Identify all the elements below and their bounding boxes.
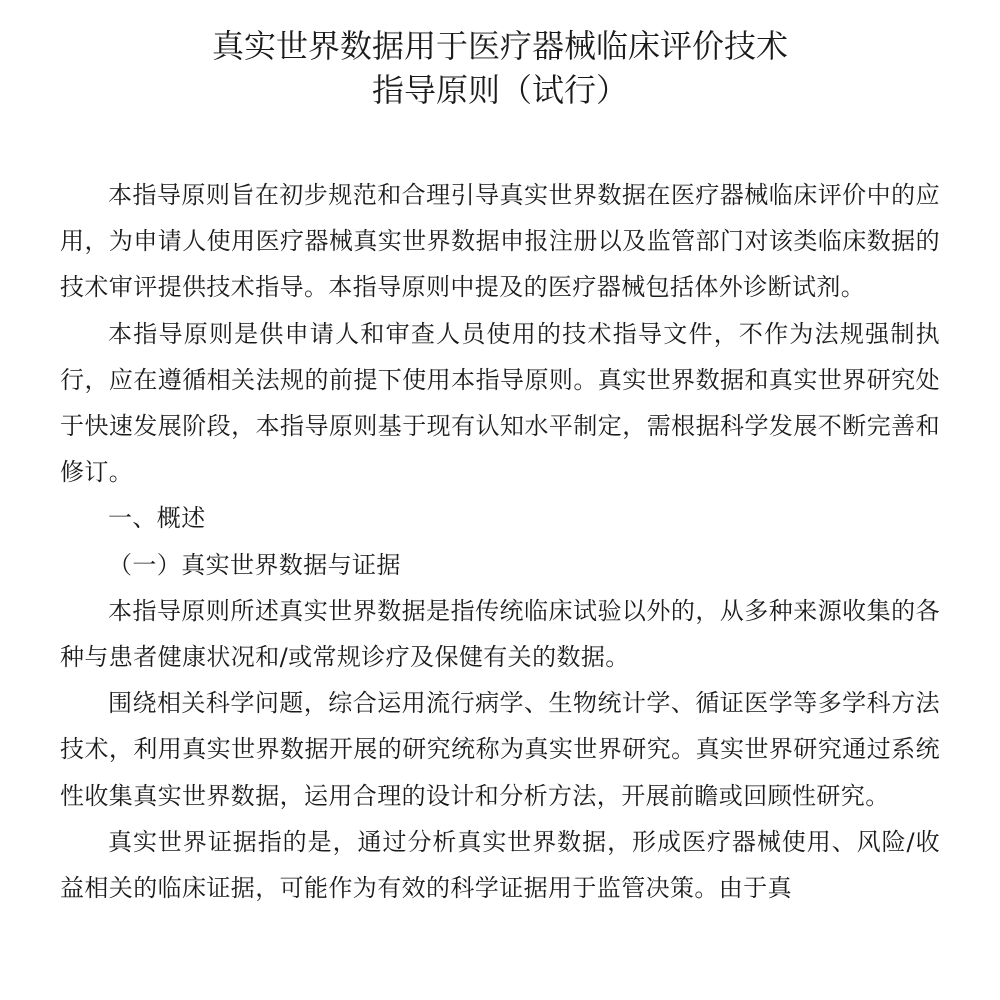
paragraph-rwd-definition: 本指导原则所述真实世界数据是指传统临床试验以外的，从多种来源收集的各种与患者健康状况和/或常规诊疗及保健有关的数据。 [60,596,940,672]
subsection-heading-rwd: （一）真实世界数据与证据 [108,550,401,579]
paragraph-purpose: 本指导原则旨在初步规范和合理引导真实世界数据在医疗器械临床评价中的应用，为申请人使用医疗器械真实世界数据申报注册以及监管部门对该类临床数据的技术审评提供技术指导。本指导原则中提及的医疗器械包括体外诊断试剂。 [60,181,940,302]
document-body [60,172,940,911]
title-line-1: 真实世界数据用于医疗器械临床评价技术 [211,27,788,65]
document-title [0,24,1000,112]
paragraph-rws-definition: 围绕相关科学问题，综合运用流行病学、生物统计学、循证医学等多学科方法技术，利用真实世界数据开展的研究统称为真实世界研究。真实世界研究通过系统性收集真实世界数据，运用合理的设计和分析方法，开展前瞻或回顾性研究。 [60,689,940,810]
paragraph-nature: 本指导原则是供申请人和审查人员使用的技术指导文件，不作为法规强制执行，应在遵循相关法规的前提下使用本指导原则。真实世界数据和真实世界研究处于快速发展阶段，本指导原则基于现有认知水平制定，需根据科学发展不断完善和修订。 [60,319,940,487]
section-heading-overview: 一、概述 [108,504,206,533]
title-line-2: 指导原则（试行） [371,71,628,109]
paragraph-rwe-definition: 真实世界证据指的是，通过分析真实世界数据，形成医疗器械使用、风险/收益相关的临床证据，可能作为有效的科学证据用于监管决策。由于真 [60,827,940,903]
